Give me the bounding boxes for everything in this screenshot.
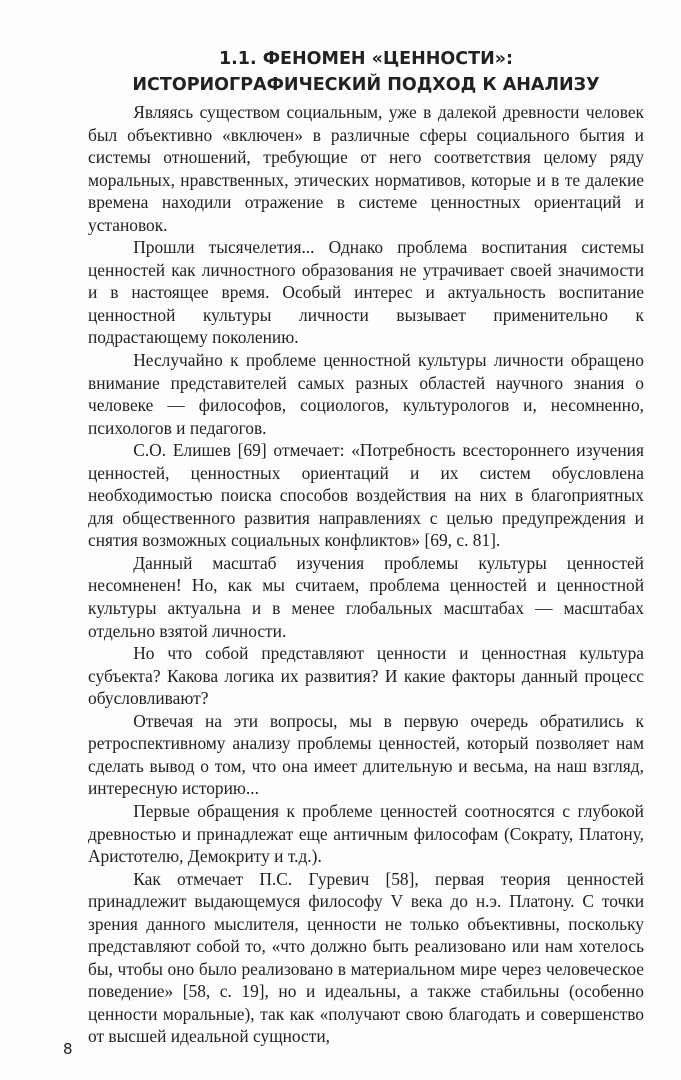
paragraph-4: С.О. Елишев [69] отмечает: «Потребность всестороннего изучения ценностей, ценностных ориентаций и их систем обусловлена необходимостью поиска способов воздействия на них в благоприятных для общественного развития направлениях с целью предупреждения и снятия возможных социальных конфликтов» [69, с. 81].: [88, 440, 644, 551]
paragraph-7: Отвечая на эти вопросы, мы в первую очередь обратились к ретроспективному анализу проблемы ценностей, который позволяет нам сделать вывод о том, что она имеет длительную и весьма, на наш взгляд, интересную историю...: [88, 710, 644, 799]
paragraph-5: Данный масштаб изучения проблемы культуры ценностей несомненен! Но, как мы считаем, проблема ценностей и ценностной культуры актуальна и в менее глобальных масштабах — масштабах отдельно взятой личности.: [88, 552, 644, 641]
paragraph-8: Первые обращения к проблеме ценностей соотносятся с глубокой древностью и принадлежат еще античным философам (Сократу, Платону, Аристотелю, Демокриту и т.д.).: [88, 800, 644, 867]
body-text: [88, 101, 644, 1048]
paragraph-2: Прошли тысячелетия... Однако проблема воспитания системы ценностей как личностного образования не утрачивает своей значимости и в настоящее время. Особый интерес и актуальность воспитание ценностной культуры личности вызывает применительно к подрастающему поколению.: [88, 237, 644, 348]
section-heading-line-1: 1.1. ФЕНОМЕН «ЦЕННОСТИ»:: [218, 49, 514, 69]
paragraph-3: Неслучайно к проблеме ценностной культуры личности обращено внимание представителей самых разных областей научного знания о человеке — философов, социологов, культурологов и, несомненно, психологов и педагогов.: [88, 350, 644, 438]
section-heading-line-2: ИСТОРИОГРАФИЧЕСКИЙ ПОДХОД К АНАЛИЗУ: [132, 75, 600, 95]
paragraph-6: Но что собой представляют ценности и ценностная культура субъекта? Какова логика их развития? И какие факторы данный процесс обусловливают?: [88, 643, 644, 709]
section-heading: [88, 46, 644, 98]
paragraph-1: Являясь существом социальным, уже в далекой древности человек был объективно «включен» в различные сферы социального бытия и системы отношений, требующие от него соответствия целому ряду моральных, нравственных, этических нормативов, которые и в те далекие времена находили отражение в системе ценностных ориентаций и установок.: [88, 102, 644, 235]
page-number: 8: [63, 1040, 73, 1058]
paragraph-9: Как отмечает П.С. Гуревич [58], первая теория ценностей принадлежит выдающемуся философу V века до н.э. Платону. С точки зрения данного мыслителя, ценности не только объективны, поскольку представляют собой то, «что должно быть реализовано или нам хотелось бы, чтобы оно было реализовано в материальном мире через человеческое поведение» [58, с. 19], но и идеальны, а также стабильны (особенно ценности моральные), так как «получают свою благодать и совершенство от высшей идеальной сущности,: [88, 868, 644, 1047]
